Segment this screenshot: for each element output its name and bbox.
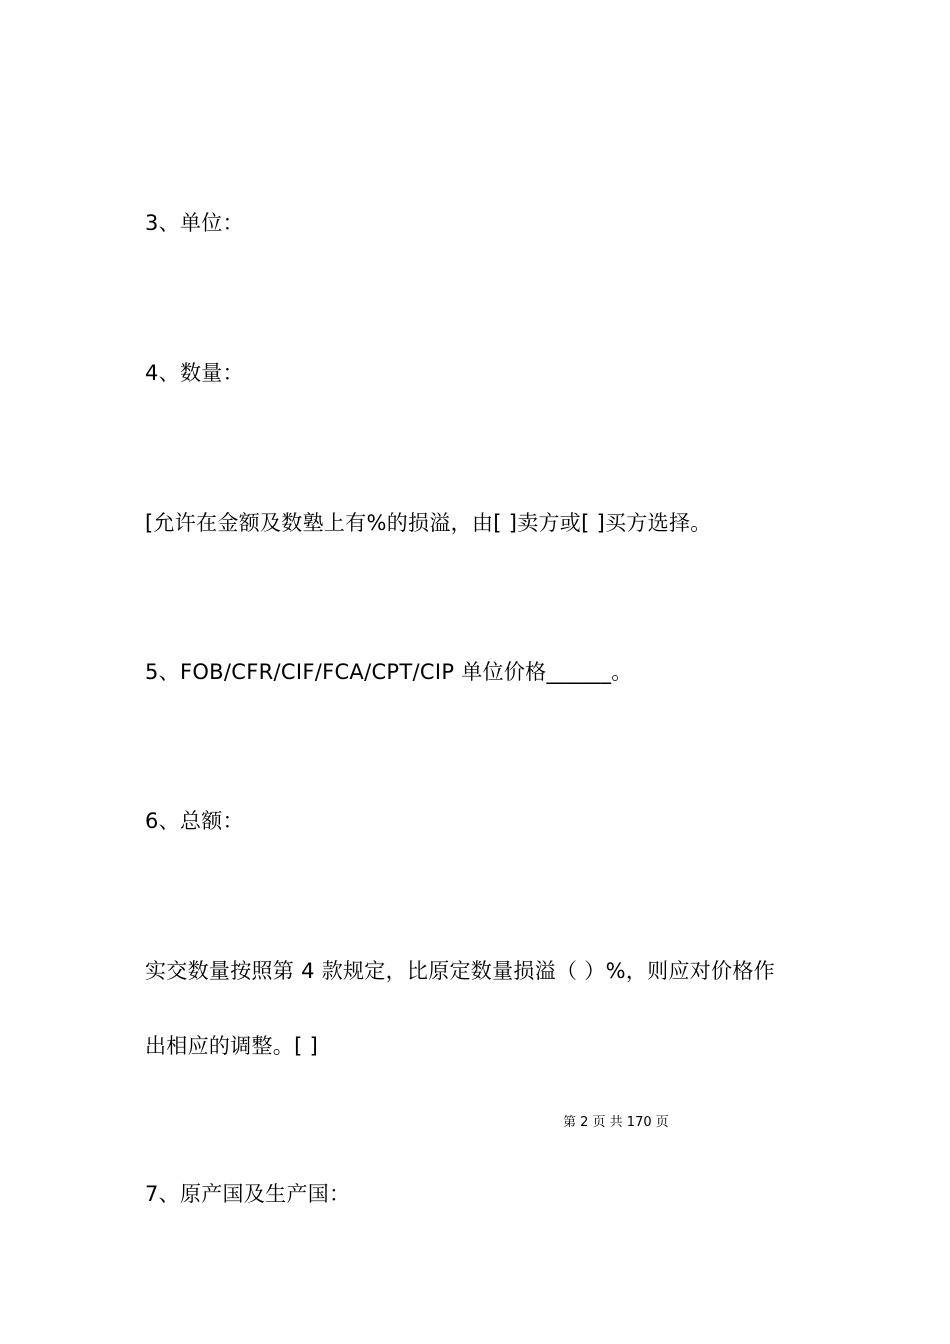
clause-5-unit-price: 5、FOB/CFR/CIF/FCA/CPT/CIP 单位价格______。 [145, 660, 633, 684]
clause-7-origin: 7、原产国及生产国： [145, 1182, 351, 1206]
clause-6-total-amount: 6、总额： [145, 809, 244, 833]
clause-4-tolerance-note: [允许在金额及数塾上有%的损溢，由[ ]卖方或[ ]买方选择。 [145, 511, 712, 535]
clause-6-adjustment-line-2: 出相应的调整。[ ] [145, 1034, 319, 1058]
clause-3-unit: 3、单位： [145, 211, 244, 235]
clause-6-adjustment-line-1: 实交数量按照第 4 款规定，比原定数量损溢（ ）%，则应对价格作 [145, 959, 775, 983]
clause-4-quantity: 4、数量： [145, 361, 244, 385]
page-footer: 第 2 页 共 170 页 [563, 1115, 669, 1130]
